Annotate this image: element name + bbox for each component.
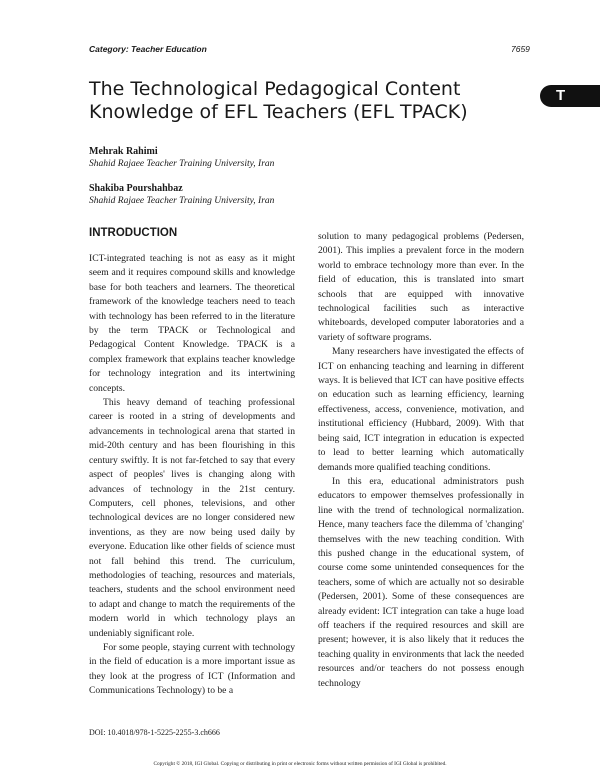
right-column (318, 230, 524, 691)
left-column (89, 252, 295, 699)
section-heading: INTRODUCTION (89, 227, 178, 239)
body-paragraph: ICT-integrated teaching is not as easy as it might seem and it requires compound skills and knowledge base for both teachers and learners. The theoretical framework of the knowledge teachers need to teach with technology has been referred to in the literature by the term TPACK or Technological and Pedagogical Content Knowledge. TPACK is a complex framework that explains teacher knowledge for technology integration and its intertwining concepts. (89, 253, 295, 394)
copyright-footer: Copyright © 2018, IGI Global. Copying or distributing in print or electronic forms without written permission of IGI Global is prohibited. (153, 761, 447, 767)
body-paragraph: This heavy demand of teaching professional career is rooted in a string of developments and advancements in technological arena that started in mid-20th century and has been flourishing in this century swiftly. It is not far-fetched to say that every aspect of peoples' lives is changing along with advances of technology in the 21st century. Computers, cell phones, televisions, and other technological devices are no longer considered new inventions, as they are now being used daily by everyone. Education like other fields of science must not fall behind this trend. The curriculum, methodologies of teaching, resources and materials, teachers, students and the school environment need to adapt and change to match the requirements of the modern world in which technology plays an undeniably significant role. (89, 397, 295, 639)
body-paragraph: In this era, educational administrators push educators to empower themselves professionally in line with the trend of technological normalization. Hence, many teachers face the dilemma of 'changing' themselves with the new teaching condition. With this pushed change in the educational system, of course come some unintended consequences for the teachers, some of which are actually not so desirable (Pedersen, 2001). Some of these consequences are already evident: ICT integration can take a huge load off teachers if the required resources and skill are present; however, it is also likely that it reduces the teaching quality in environments that lack the needed resources and/or teachers do not possess enough technology (318, 475, 524, 689)
body-paragraph: solution to many pedagogical problems (Pedersen, 2001). This implies a prevalent force in the modern world to embrace technology more than ever. In the field of education, this is translated into smart schools that are equipped with innovative technological facilities such as interactive whiteboards, developed computer laboratories and a variety of software programs. (318, 231, 524, 343)
author-affiliation: Shahid Rajaee Teacher Training University, Iran (89, 196, 275, 206)
author-affiliation: Shahid Rajaee Teacher Training University, Iran (89, 159, 275, 169)
section-letter-tab: T (540, 85, 600, 107)
body-paragraph: For some people, staying current with technology in the field of education is a more important issue as they look at the progress of ICT (Information and Communications Technology) to be a (89, 641, 295, 697)
body-paragraph: Many researchers have investigated the effects of ICT on enhancing teaching and learning in different ways. It is believed that ICT can have positive effects on education such as learning efficiency, learning effectiveness, access, convenience, motivation, and institutional efficiency (Hubbard, 2009). With that being said, ICT integration in education is expected to lead to better learning which automatically demands more qualified teaching conditions. (318, 346, 524, 473)
author-name: Mehrak Rahimi (89, 146, 158, 157)
page-number: 7659 (511, 44, 530, 54)
running-header-category: Category: Teacher Education (89, 44, 207, 54)
article-title: The Technological Pedagogical Content Knowledge of EFL Teachers (EFL TPACK) (89, 78, 468, 123)
author-name: Shakiba Pourshahbaz (89, 183, 183, 194)
doi-line: DOI: 10.4018/978-1-5225-2255-3.ch666 (89, 728, 220, 737)
